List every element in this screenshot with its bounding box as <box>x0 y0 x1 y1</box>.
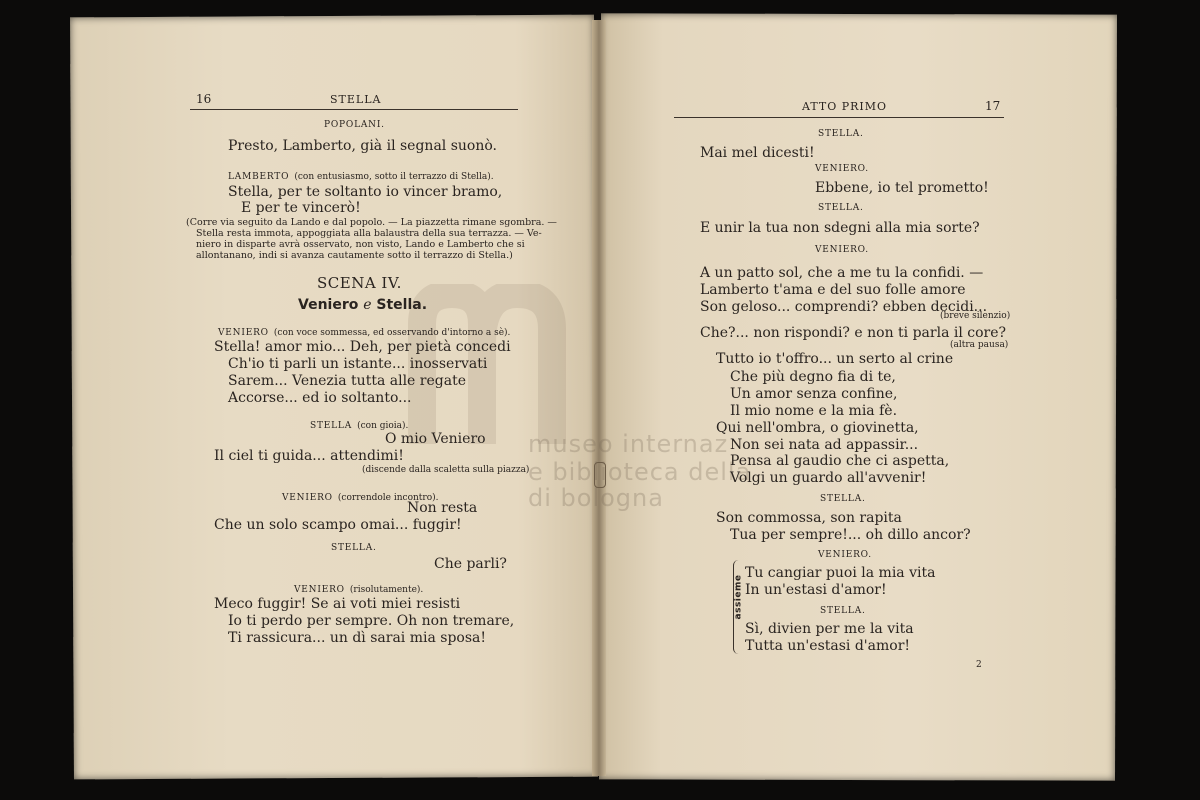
verse-line: Il ciel ti guida... attendimi! <box>214 448 404 464</box>
stage-direction: (con gioia). <box>357 421 409 431</box>
verse-line: Non resta <box>407 500 478 516</box>
role-with-direction <box>294 577 423 596</box>
role-veniero: VENIERO. <box>815 164 869 174</box>
scene-characters <box>298 297 427 313</box>
verse-line: Son commossa, son rapita <box>716 510 902 526</box>
header-rule-right <box>674 117 1004 118</box>
role-stella: STELLA. <box>818 129 864 139</box>
stage-direction: (breve silenzio) <box>940 311 1011 321</box>
conjunction: e <box>363 297 372 313</box>
verse-line: Che?... non rispondi? e non ti parla il core? <box>700 325 1007 341</box>
verse-line: Accorse... ed io soltanto... <box>228 390 412 406</box>
verse-line: E unir la tua non sdegni alla mia sorte? <box>700 220 980 236</box>
role-stella: STELLA. <box>820 494 866 504</box>
role-stella: STELLA. <box>820 606 866 616</box>
verse-line: Volgi un guardo all'avvenir! <box>730 470 927 486</box>
verse-line: Ch'io ti parli un istante... inosservati <box>228 356 488 372</box>
role-veniero: VENIERO <box>282 493 333 503</box>
verse-line: O mio Veniero <box>385 431 486 447</box>
verse-line: Stella, per te soltanto io vincer bramo, <box>228 184 503 200</box>
role-popolani: POPOLANI. <box>324 120 385 130</box>
role-veniero: VENIERO <box>294 585 345 595</box>
header-rule-left <box>190 109 518 110</box>
verse-line: Che un solo scampo omai... fuggir! <box>214 517 462 533</box>
stage-direction: (correndole incontro). <box>337 493 439 503</box>
verse-line: Son geloso... comprendi? ebben decidi... <box>700 299 988 315</box>
role-lamberto: LAMBERTO <box>228 172 290 182</box>
role-with-direction <box>310 413 408 432</box>
role-stella: STELLA. <box>818 203 864 213</box>
stage-direction: allontanano, indi si avanza cautamente sotto il terrazzo di Stella.) <box>196 250 513 261</box>
watermark-line-3: di bologna <box>528 484 664 512</box>
verse-line: Stella! amor mio... Deh, per pietà concedi <box>214 339 511 355</box>
verse-line: Tutto io t'offro... un serto al crine <box>716 351 954 367</box>
role-with-direction <box>218 320 510 339</box>
scene-heading: SCENA IV. <box>317 274 402 292</box>
assieme-label: assieme <box>733 574 744 620</box>
verse-line: Ti rassicura... un dì sarai mia sposa! <box>228 630 487 646</box>
stage-direction: (altra pausa) <box>950 340 1009 350</box>
stage-direction: Stella resta immota, appoggiata alla balaustra della sua terrazza. — Ve- <box>196 228 542 239</box>
verse-line: Il mio nome e la mia fè. <box>730 403 898 419</box>
running-title-left: STELLA <box>330 93 382 106</box>
role-veniero: VENIERO. <box>815 245 869 255</box>
stage-direction: (discende dalla scaletta sulla piazza) <box>362 465 530 475</box>
verse-line: Non sei nata ad appassir... <box>730 437 919 453</box>
stage-direction: (con entusiasmo, sotto il terrazzo di Stella). <box>294 172 494 182</box>
stage-direction: niero in disparte avrà osservato, non visto, Lando e Lamberto che si <box>196 239 525 250</box>
verse-line: Ebbene, io tel prometto! <box>815 180 989 196</box>
verse-line: Io ti perdo per sempre. Oh non tremare, <box>228 613 515 629</box>
role-stella: STELLA. <box>331 543 377 553</box>
verse-line: A un patto sol, che a me tu la confidi. — <box>700 265 984 281</box>
role-stella: STELLA <box>310 421 352 431</box>
book-gutter <box>592 20 606 776</box>
verse-line: In un'estasi d'amor! <box>745 582 887 598</box>
page-number-left: 16 <box>196 92 212 106</box>
character-stella: Stella. <box>376 297 428 313</box>
verse-line: Che parli? <box>434 556 507 572</box>
character-veniero: Veniero <box>298 297 359 313</box>
verse-line: Qui nell'ombra, o giovinetta, <box>716 420 919 436</box>
watermark-line-1: museo internaz <box>528 430 729 458</box>
verse-line: Mai mel dicesti! <box>700 145 815 161</box>
verse-line: Che più degno fia di te, <box>730 369 896 385</box>
verse-line: Sarem... Venezia tutta alle regate <box>228 373 466 389</box>
signature-mark: 2 <box>976 660 982 670</box>
stage-direction: (risolutamente). <box>349 585 424 595</box>
stage-direction: (Corre via seguito da Lando e dal popolo. — La piazzetta rimane sgombra. — <box>186 217 557 228</box>
verse-line: Presto, Lamberto, già il segnal suonò. <box>228 138 497 154</box>
verse-line: E per te vincerò! <box>241 200 361 216</box>
verse-line: Tutta un'estasi d'amor! <box>745 638 911 654</box>
verse-line: Lamberto t'ama e del suo folle amore <box>700 282 966 298</box>
stage-direction: (con voce sommessa, ed osservando d'intorno a sè). <box>273 328 511 338</box>
page-number-right: 17 <box>985 99 1001 113</box>
verse-line: Tu cangiar puoi la mia vita <box>745 565 936 581</box>
verse-line: Tua per sempre!... oh dillo ancor? <box>730 527 971 543</box>
role-veniero: VENIERO <box>218 328 269 338</box>
role-with-direction <box>228 164 494 183</box>
running-title-right: ATTO PRIMO <box>802 100 888 113</box>
verse-line: Meco fuggir! Se ai voti miei resisti <box>214 596 461 612</box>
verse-line: Sì, divien per me la vita <box>745 621 914 637</box>
verse-line: Pensa al gaudio che ci aspetta, <box>730 453 950 469</box>
role-veniero: VENIERO. <box>818 550 872 560</box>
verse-line: Un amor senza confine, <box>730 386 898 402</box>
watermark-line-2: e biblioteca della <box>528 458 752 486</box>
